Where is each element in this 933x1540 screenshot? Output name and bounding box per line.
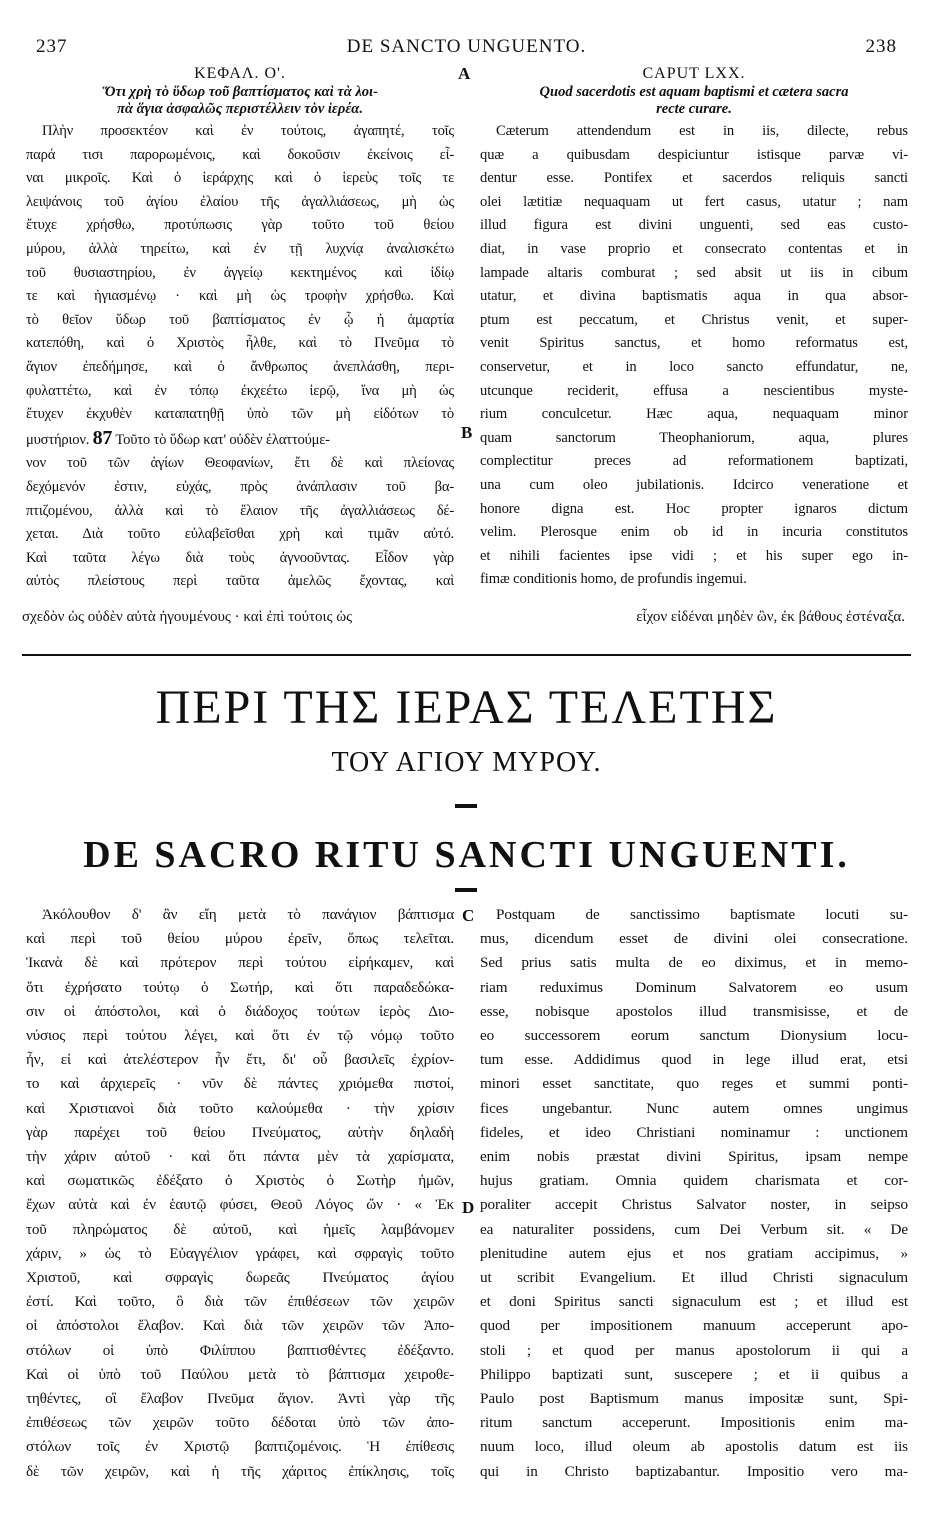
text-line: fideles, et ideo Christiani nominamur : unctionem — [480, 1123, 908, 1141]
text-line: ἐστί. Καὶ τοῦτο, ὃ διὰ τῶν ἐπιθέσεων τῶν χειρῶν — [26, 1293, 454, 1311]
text-line: nuum loco, illud oleum ab apostolis datum est iis — [480, 1438, 908, 1456]
text-line: καὶ σωματικῶς ἐδέξατο ὁ Χριστὸς ὁ Σωτὴρ ἡμῶν, — [26, 1172, 454, 1190]
text-line: χεται. Διὰ τοῦτο εὐλαβεῖσθαι χρὴ καὶ τιμᾶν αὐτό. — [26, 526, 454, 543]
text-line: stoli ; et quod per manus apostolorum ii qui a — [480, 1341, 908, 1359]
text-line: mus, dicendum esset de divini olei consecratione. — [480, 930, 908, 948]
column-marker-a: A — [458, 64, 471, 83]
text-line: νύσιος περὶ τούτου λέγει, καὶ ὅτι ἐν τῷ νόμῳ τοῦτο — [26, 1027, 454, 1045]
page-number-right: 238 — [865, 36, 897, 57]
text-line: Καὶ οἱ ὑπὸ τοῦ Παύλου μετὰ τὸ βάπτισμα χειροθε- — [26, 1365, 454, 1383]
text-line: ἔτυχε χρήσθω, προτύπωσις γὰρ τοῦτο τοῦ θείου — [26, 217, 454, 234]
text-line: αὐτὸς πλείστους περὶ ταῦτα ἀμελῶς ἔχοντας, καὶ — [26, 573, 454, 590]
text-line: dentur esse. Pontifex et sacerdos reliquis sancti — [480, 170, 908, 187]
text-line: ἅγιον ἐπεδήμησε, καὶ ὁ ἄνθρωπος ἀνεπλάσθη, περι- — [26, 358, 454, 375]
text-line: poraliter accepit Christus Salvator noster, in seipso — [480, 1196, 908, 1214]
top-latin-column — [480, 64, 908, 592]
text-line: τὸ θεῖον ὕδωρ τοῦ βαπτίσματος ἐν ᾧ ἡ ἁμαρτία — [26, 311, 454, 328]
text-line: Πλὴν προσεκτέον καὶ ἐν τούτοις, ἀγαπητέ, τοῖς — [42, 123, 454, 139]
text-line: et nihili facientes ipse vidi ; et his super ego in- — [480, 547, 908, 564]
title-dash-ornament — [455, 804, 477, 808]
text-line: conservetur, et in loco sancto effundatur, ne, — [480, 358, 908, 375]
text-line: rium conculcetur. Hæc aqua, nequaquam minor — [480, 406, 908, 423]
text-line: ὅτι ἐχρήσατο τούτῳ ὁ Σωτήρ, καὶ ὅτι παραδεδώκα- — [26, 978, 454, 996]
text-line: velim. Plerosque enim ob id in incuria constitutos — [480, 524, 908, 541]
text-line: Philippo baptizati sunt, suscepere ; et ii quibus a — [480, 1365, 908, 1383]
text-line: honore digna est. Hoc propter ignaros dictum — [480, 500, 908, 517]
text-line: quam sanctorum Theophaniorum, aqua, plures — [480, 429, 908, 446]
running-head — [36, 36, 897, 58]
text-line: δεχόμενόν ἐστιν, εὐχάς, πρὸς ἀνάπλασιν τοῦ βα- — [26, 478, 454, 495]
text-line: illud figura est divini unguenti, sed eas custo- — [480, 217, 908, 234]
text-line: enim nobis præstat divini Spiritus, ipsam nempe — [480, 1148, 908, 1166]
text-line: φυλαττέτω, καὶ ἐν τόπῳ ἐκχεέτω ἱερῷ, ἵνα μὴ ὡς — [26, 382, 454, 399]
text-line: tum esse. Addidimus quod in lege illud erat, etsi — [480, 1051, 908, 1069]
top-greek-column — [26, 64, 454, 594]
greek-chapter-subheading-2: πὰ ἅγια ἀσφαλῶς περιστέλλειν τὸν ἱερέα. — [117, 101, 363, 117]
text-line: σιν οἱ ἀπόστολοι, καὶ ὁ διάδοχος τούτων ἱερὸς Διο- — [26, 1002, 454, 1020]
text-line: ναι μικροῖς. Καὶ ὁ ἱεράρχης καὶ ὁ ἱερεὺς τοῖς τε — [26, 170, 454, 187]
text-line: ἔτυχεν ἐκχυθὲν καταπατηθῇ ὑπὸ τῶν μὴ εἰδότων τὸ — [26, 406, 454, 423]
text-line: venit Spiritus sanctus, et homo reformatus est, — [480, 335, 908, 352]
bottom-greek-column — [26, 903, 454, 1484]
text-line: μύρου, ἀλλὰ τηρείτω, καὶ ἐν τῇ λυχνίᾳ ἀναλισκέτω — [26, 240, 454, 257]
text-line: στόλων οἱ ὑπὸ Φιλίππου βαπτισθέντες ἐδέξαντο. — [26, 1341, 454, 1359]
latin-text-lines — [480, 120, 908, 592]
text-line: quæ a quibusdam despiciuntur istisque parvæ vi- — [480, 146, 908, 163]
section-divider-rule — [22, 654, 911, 656]
text-line: τοῦ θυσιαστηρίου, ἐν ἀγγείῳ κεκτημένος καὶ ἰδίῳ — [26, 264, 454, 281]
section-title-greek: ΠΕΡΙ ΤΗΣ ΙΕΡΑΣ ΤΕΛΕΤΗΣ — [155, 681, 778, 734]
text-line: ea naturaliter possidens, cum Dei Verbum sit. « De — [480, 1220, 908, 1238]
text-line: παρά τισι παρορωμένοις, καὶ δοκοῦσιν ἐκείνοις εἶ- — [26, 146, 454, 163]
text-line: complectitur preces ad reformationem baptizati, — [480, 453, 908, 470]
text-line: quod per impositionem manuum acceperunt apo- — [480, 1317, 908, 1335]
greek-text-lines — [26, 120, 454, 594]
text-line: κατεπόθη, καὶ ὁ Χριστὸς ἦλθε, καὶ τὸ Πνεῦμα τὸ — [26, 335, 454, 352]
title-dash-ornament — [455, 888, 477, 892]
text-line: riam reduximus Dominum Salvatorem eo usum — [480, 978, 908, 996]
text-line: fices ungebantur. Nunc autem omnes ungimus — [480, 1099, 908, 1117]
running-title: DE SANCTO UNGUENTO. — [346, 36, 587, 57]
text-line: πτιζομένου, ἀλλὰ καὶ τὸ ἔλαιον τῆς ἀγαλλιάσεως δέ- — [26, 502, 454, 519]
text-line: minori esset sanctitate, quo reges et summi ponti- — [480, 1075, 908, 1093]
column-marker-b: B — [461, 423, 473, 442]
text-line: plenitudine autem ejus et nos gratiam accipimus, » — [480, 1244, 908, 1262]
text-line: Ἀκόλουθον δ' ἂν εἴη μετὰ τὸ πανάγιον βάπτισμα — [42, 906, 454, 923]
text-line: fimæ conditionis homo, de profundis ingemui. — [480, 571, 747, 588]
text-line: Χριστοῦ, καὶ σφραγὶς δωρεᾶς Πνεύματος ἁγίου — [26, 1269, 454, 1287]
text-line: τε καὶ ἡγιασμένῳ · καὶ μὴ ὡς τροφὴν χρήσθω. Καὶ — [26, 288, 454, 305]
text-line-start: μυστήριον. — [26, 431, 90, 448]
text-line: Postquam de sanctissimo baptismate locuti su- — [496, 906, 908, 923]
text-line: ut scribit Evangelium. Et illud Christi signaculum — [480, 1269, 908, 1287]
text-line: hujus gratiam. Omnia quidem charismata et cor- — [480, 1172, 908, 1190]
text-line: eo successorem eorum sanctum Dionysium locu- — [480, 1027, 908, 1045]
text-line: ritum sanctum acceperunt. Impositionis enim ma- — [480, 1414, 908, 1432]
text-line: καὶ Χριστιανοὶ διὰ τοῦτο καλούμεθα · τὴν χρίσιν — [26, 1099, 454, 1117]
greek-text-lines — [26, 903, 454, 1484]
text-line: olei lætitiæ nequaquam ut fert casus, utatur ; nam — [480, 193, 908, 210]
text-line: ptum est peccatum, et Christus venit, et super- — [480, 311, 908, 328]
bottom-latin-column — [480, 903, 908, 1484]
latin-chapter-subheading-1: Quod sacerdotis est aquam baptismi et cætera sacra — [539, 84, 849, 100]
text-line: οἱ ἀπόστολοι ἔλαβον. Καὶ διὰ τῶν χειρῶν τῶν Ἀπο- — [26, 1317, 454, 1335]
text-line-rest: Τοῦτο τὸ ὕδωρ κατ' οὐδὲν ἐλαττούμε- — [115, 431, 330, 448]
text-line: Καὶ ταῦτα λέγω διὰ τοὺς ἀγνοοῦντας. Εἶδον γὰρ — [26, 549, 454, 566]
text-line: καὶ περὶ τοῦ θείου μύρου ἐρεῖν, ὅπως τελεῖται. — [26, 930, 454, 948]
text-line: utcunque reciderit, effusa a nescientibus myste- — [480, 382, 908, 399]
section-title-latin: DE SACRO RITU SANCTI UNGUENTI. — [83, 834, 850, 876]
text-line: χάριν, » ὡς τὸ Εὐαγγέλιον γράφει, καὶ σφραγὶς τοῦτο — [26, 1244, 454, 1262]
text-line: lampade altaris comburat ; sed absit ut iis in cibum — [480, 264, 908, 281]
column-marker-d: D — [462, 1198, 475, 1217]
full-width-line-greek-cont: εἶχον εἰδέναι μηδὲν ὢν, ἐκ βάθους ἐστέναξα. — [636, 609, 905, 625]
text-line: ἐπιθέσεως τῶν χειρῶν τοῦτο δέδοται ὑπὸ τῶν ἀπο- — [26, 1414, 454, 1432]
text-line: Ἱκανὰ δὲ καὶ πρότερον περὶ τούτου εἰρήκαμεν, καὶ — [26, 954, 454, 972]
text-line: ἦν, εἰ καὶ ἀτελέστερον ἦν ἔτι, δι' οὗ βασιλεῖς ἐχρίον- — [26, 1051, 454, 1069]
text-line: νον τοῦ τῶν ἁγίων Θεοφανίων, ἔτι δὲ καὶ πλείονας — [26, 455, 454, 472]
text-line: Cæterum attendendum est in iis, dilecte, rebus — [496, 123, 908, 139]
text-line: una cum oleo jubilationis. Idcirco veneratione et — [480, 476, 908, 493]
text-line: Sed prius satis multa de eo diximus, et in memo- — [480, 954, 908, 972]
text-line: γὰρ παρέχει τοῦ θείου Πνεύματος, αὐτὴν δηλαδὴ — [26, 1123, 454, 1141]
text-line: Paulo post Baptismum manus impositæ sunt, Spi- — [480, 1390, 908, 1408]
latin-chapter-heading: CAPUT LXX. — [642, 65, 746, 82]
text-line-with-number — [26, 427, 454, 453]
section-subtitle-greek: ΤΟΥ ΑΓΙΟΥ ΜΥΡΟΥ. — [331, 747, 602, 778]
column-marker-c: C — [462, 906, 475, 925]
page-number-left: 237 — [36, 36, 68, 57]
full-width-line-greek: σχεδὸν ὡς οὐδὲν αὐτὰ ἡγουμένους · καὶ ἐπὶ τούτοις ὡς — [22, 609, 353, 625]
text-line: το καὶ ἀρχιερεῖς · νῦν δὲ πάντες χριόμεθα πιστοί, — [26, 1075, 454, 1093]
text-line: τοῦ πληρώματος δὲ αὐτοῦ, καὶ ἡμεῖς λαμβάνομεν — [26, 1220, 454, 1238]
text-line: diat, in vase proprio et consecrato contentas et in — [480, 240, 908, 257]
text-line: esse, nobisque apostolos illud transmisisse, et de — [480, 1002, 908, 1020]
text-line: λειψάνοις τοῦ ἁγίου ἐλαίου τῆς ἀγαλλιάσεως, μὴ ὡς — [26, 193, 454, 210]
greek-chapter-subheading-1: Ὅτι χρὴ τὸ ὕδωρ τοῦ βαπτίσματος καὶ τὰ λοι- — [102, 84, 378, 100]
column-number: 87 — [92, 426, 113, 449]
text-line: τηθέντες, οἳ ἔλαβον Πνεῦμα ἅγιον. Ἀντὶ γὰρ τῆς — [26, 1390, 454, 1408]
text-line: τὴν χάριν αὐτοῦ · καὶ ὅτι πάντα μὲν τὰ χαρίσματα, — [26, 1148, 454, 1166]
text-line: στόλων τοῖς ἐν Χριστῷ βαπτιζομένοις. Ἡ ἐπίθεσις — [26, 1438, 454, 1456]
greek-chapter-heading: ΚΕΦΑΛ. Ο'. — [194, 65, 286, 82]
text-line: qui in Christo baptizabantur. Impositio vero ma- — [480, 1462, 908, 1480]
text-line: et doni Spiritus sancti signaculum est ; et illud est — [480, 1293, 908, 1311]
text-line: ἔχων αὐτὰ καὶ ἐν ἑαυτῷ φύσει, Θεοῦ Λόγος ὤν · « Ἐκ — [26, 1196, 454, 1214]
text-line: utatur, et divina baptismatis aqua in qua absor- — [480, 288, 908, 305]
latin-text-lines — [480, 903, 908, 1484]
text-line: δὲ τῶν χειρῶν, καὶ ἡ τῆς χάριτος ἐπίκλησις, τοῖς — [26, 1462, 454, 1480]
latin-chapter-subheading-2: recte curare. — [656, 101, 732, 117]
